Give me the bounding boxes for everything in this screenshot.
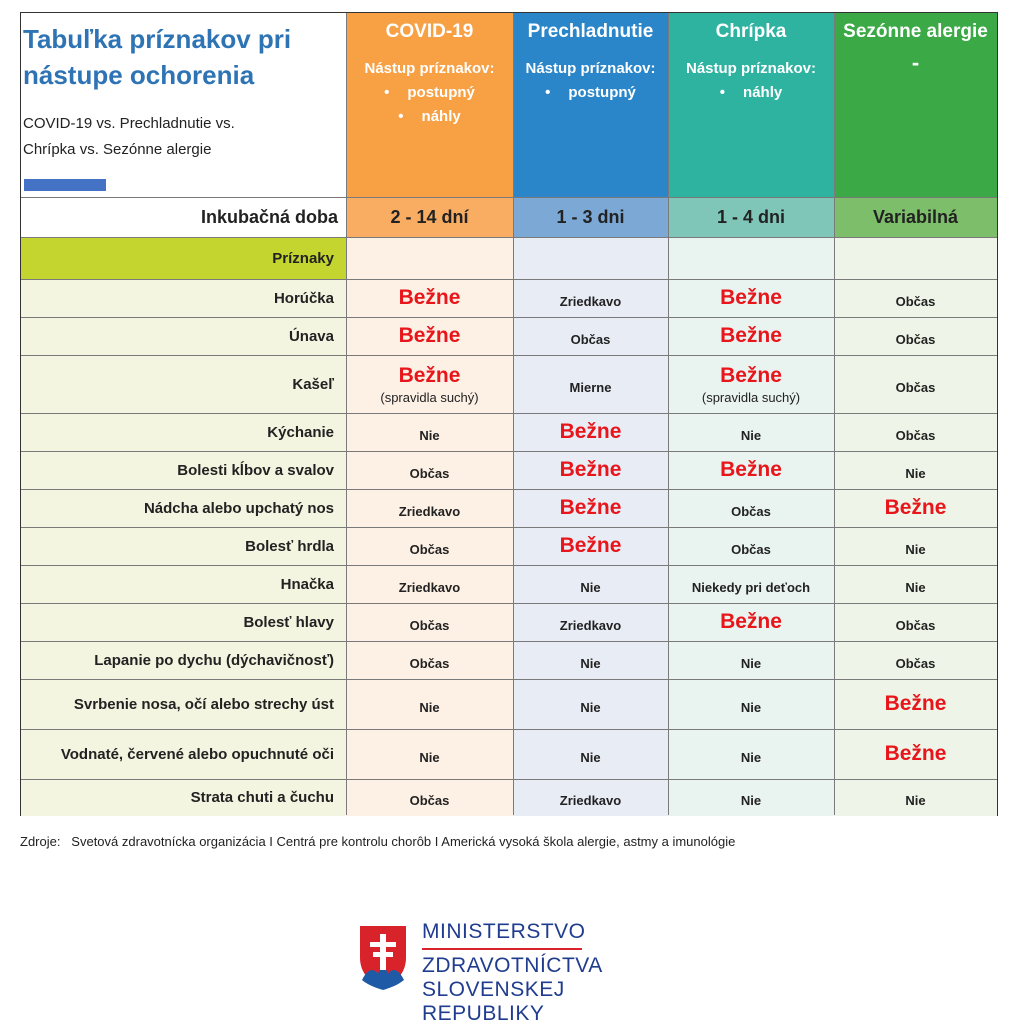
table-title <box>23 21 346 93</box>
value-text: Zriedkavo <box>559 617 622 633</box>
symptom-value <box>834 779 997 816</box>
symptom-value <box>513 527 668 565</box>
symptom-value <box>513 679 668 729</box>
symptom-label: Lapanie po dychu (dýchavičnosť) <box>21 641 346 679</box>
onset-item <box>545 81 636 105</box>
ministry-line2: ZDRAVOTNÍCTVA <box>422 954 603 977</box>
value-text: Nie <box>419 427 440 443</box>
value-text: Zriedkavo <box>398 579 461 595</box>
value-text: Nie <box>740 427 762 443</box>
grid-line <box>346 13 347 815</box>
value-text: Nie <box>580 749 601 765</box>
column-header <box>513 13 668 197</box>
sources-note: Zdroje: Svetová zdravotnícka organizácia I Centrá pre kontrolu chorôb I Americká vysoká škola alergie, astmy a imunológie <box>20 834 736 849</box>
value-note: (spravidla suchý) <box>380 389 479 405</box>
title-accent-bar <box>24 179 106 191</box>
value-text: Bežne <box>398 324 461 347</box>
value-text: Občas <box>409 465 450 481</box>
symptom-label: Svrbenie nosa, očí alebo strechy úst <box>21 679 346 729</box>
value-text: Bežne <box>720 324 782 347</box>
value-text: Občas <box>895 293 936 309</box>
body-cell-empty <box>834 237 997 279</box>
grid-line <box>21 355 997 356</box>
symptom-value <box>834 279 997 317</box>
symptom-value <box>346 279 513 317</box>
symptom-value <box>346 527 513 565</box>
symptom-value <box>834 451 997 489</box>
grid-line <box>346 279 997 280</box>
value-text: Bežne <box>720 363 782 387</box>
ministry-underline <box>422 948 582 950</box>
symptom-value <box>834 565 997 603</box>
symptom-value <box>513 279 668 317</box>
value-text: Bežne <box>559 458 622 481</box>
symptom-value <box>346 413 513 451</box>
column-title: COVID-19 <box>385 21 474 42</box>
symptom-table <box>20 12 998 816</box>
symptom-value <box>834 527 997 565</box>
value-text: Niekedy pri deťoch <box>691 579 811 595</box>
column-header <box>668 13 834 197</box>
incubation-value: 1 - 4 dni <box>668 197 834 237</box>
value-text: Bežne <box>884 692 947 715</box>
symptom-value <box>668 527 834 565</box>
value-text: Občas <box>409 541 450 557</box>
value-text: Bežne <box>559 420 622 443</box>
value-text: Bežne <box>884 496 947 519</box>
value-text: Mierne <box>569 379 612 395</box>
onset-label: Nástup príznakov: <box>685 60 817 77</box>
onset-value: náhly <box>743 84 783 101</box>
symptom-value <box>834 413 997 451</box>
symptom-value <box>513 603 668 641</box>
grid-line <box>21 489 997 490</box>
symptom-value <box>668 729 834 779</box>
grid-line <box>513 13 514 815</box>
value-text: Bežne <box>398 286 461 309</box>
grid-line <box>21 565 997 566</box>
symptom-value <box>668 641 834 679</box>
symptom-value <box>834 317 997 355</box>
symptom-value <box>834 641 997 679</box>
ministry-line3: SLOVENSKEJ REPUBLIKY <box>422 978 565 1025</box>
onset-value: postupný <box>568 84 636 101</box>
symptom-value <box>668 413 834 451</box>
ministry-logo <box>356 920 686 1025</box>
table-title-line1: Tabuľka príznakov pri <box>23 24 292 54</box>
onset-value: postupný <box>407 84 475 101</box>
grid-line <box>834 13 835 815</box>
value-text: Nie <box>580 699 601 715</box>
onset-item <box>384 81 475 105</box>
table-subtitle-line1: COVID-19 vs. Prechladnutie vs. <box>23 115 235 132</box>
symptom-value <box>346 603 513 641</box>
value-text: Bežne <box>720 286 782 309</box>
symptom-value <box>513 641 668 679</box>
symptom-value <box>346 451 513 489</box>
grid-line <box>21 413 997 414</box>
column-title: Sezónne alergie <box>843 21 988 42</box>
body-cell-empty <box>513 237 668 279</box>
value-text: Nie <box>419 749 440 765</box>
symptom-label: Bolesť hlavy <box>21 603 346 641</box>
symptoms-header: Príznaky <box>21 237 346 279</box>
symptom-value <box>513 451 668 489</box>
symptom-value <box>668 565 834 603</box>
symptom-value <box>346 679 513 729</box>
symptom-value <box>668 451 834 489</box>
symptom-value <box>668 779 834 816</box>
value-text: Občas <box>731 541 771 557</box>
grid-line <box>21 197 997 198</box>
symptom-value <box>513 779 668 816</box>
symptom-value <box>668 355 834 413</box>
value-text: Nie <box>419 699 440 715</box>
value-text: Zriedkavo <box>559 293 622 309</box>
symptom-value <box>668 679 834 729</box>
symptom-value <box>513 355 668 413</box>
symptom-label: Strata chuti a čuchu <box>21 779 346 816</box>
value-text: Občas <box>895 655 936 671</box>
value-text: Nie <box>740 655 762 671</box>
ministry-line1: MINISTERSTVO <box>422 920 586 943</box>
incubation-value: 2 - 14 dní <box>346 197 513 237</box>
column-title: Chrípka <box>715 21 787 42</box>
incubation-value: Variabilná <box>834 197 997 237</box>
symptom-label: Kýchanie <box>21 413 346 451</box>
symptom-value <box>834 679 997 729</box>
grid-line <box>21 317 997 318</box>
symptom-value <box>513 729 668 779</box>
grid-line <box>21 679 997 680</box>
symptom-value <box>513 317 668 355</box>
symptom-value <box>513 489 668 527</box>
value-text: Občas <box>409 793 450 808</box>
bullet-icon: • <box>719 84 726 101</box>
table-subtitle <box>23 111 346 163</box>
value-text: Občas <box>895 379 936 395</box>
body-cell-empty <box>346 237 513 279</box>
column-header <box>834 13 997 197</box>
symptom-label: Bolesti kĺbov a svalov <box>21 451 346 489</box>
grid-line <box>21 451 997 452</box>
symptom-value <box>668 317 834 355</box>
value-text: Občas <box>895 617 936 633</box>
symptom-value <box>834 603 997 641</box>
grid-line <box>21 779 997 780</box>
symptom-value <box>668 279 834 317</box>
onset-label: Nástup príznakov: <box>364 60 495 77</box>
symptom-label: Hnačka <box>21 565 346 603</box>
value-text: Občas <box>895 427 936 443</box>
onset-item <box>720 81 782 105</box>
value-text: Bežne <box>720 458 782 481</box>
bullet-icon: • <box>398 108 404 125</box>
value-text: Občas <box>895 331 936 347</box>
column-title: Prechladnutie <box>527 21 654 42</box>
grid-line <box>21 279 346 280</box>
symptom-value <box>346 779 513 816</box>
symptom-label: Bolesť hrdla <box>21 527 346 565</box>
symptom-value <box>834 729 997 779</box>
column-header <box>346 13 513 197</box>
value-text: Nie <box>580 579 601 595</box>
bullet-icon: • <box>384 84 390 101</box>
onset-label: Nástup príznakov: <box>525 60 656 77</box>
value-text: Nie <box>580 655 601 671</box>
symptom-value <box>346 355 513 413</box>
title-block <box>21 13 346 197</box>
symptom-value <box>346 565 513 603</box>
value-text: Bežne <box>559 534 622 557</box>
table-subtitle-line2: Chrípka vs. Sezónne alergie <box>23 141 212 158</box>
symptom-value <box>668 489 834 527</box>
value-text: Zriedkavo <box>398 503 461 519</box>
grid-line <box>21 729 997 730</box>
onset-item <box>912 51 919 75</box>
value-text: Nie <box>905 465 926 481</box>
value-text: Občas <box>570 331 611 347</box>
value-text: Nie <box>740 749 762 765</box>
value-text: Občas <box>409 617 450 633</box>
slovak-coat-of-arms-icon <box>358 924 408 990</box>
grid-line <box>21 527 997 528</box>
symptom-value <box>346 317 513 355</box>
grid-line <box>21 603 997 604</box>
value-text: Bežne <box>559 496 622 519</box>
symptom-value <box>346 641 513 679</box>
grid-line <box>21 237 997 238</box>
value-text: Nie <box>740 793 762 808</box>
grid-line <box>21 641 997 642</box>
grid-line <box>668 13 669 815</box>
symptom-value <box>834 489 997 527</box>
onset-value: - <box>911 50 920 75</box>
incubation-value: 1 - 3 dni <box>513 197 668 237</box>
bullet-icon: • <box>545 84 551 101</box>
value-text: Nie <box>740 699 762 715</box>
value-text: Bežne <box>720 610 782 633</box>
symptom-value <box>668 603 834 641</box>
value-text: Bežne <box>884 742 947 765</box>
symptom-value <box>346 489 513 527</box>
symptom-label: Kašeľ <box>21 355 346 413</box>
incubation-label: Inkubačná doba <box>21 197 346 237</box>
value-text: Občas <box>731 503 771 519</box>
onset-value: náhly <box>421 108 461 125</box>
value-text: Nie <box>905 541 926 557</box>
symptom-value <box>834 355 997 413</box>
symptom-value <box>513 413 668 451</box>
body-cell-empty <box>668 237 834 279</box>
symptom-value <box>346 729 513 779</box>
onset-item <box>398 105 460 129</box>
symptom-label: Nádcha alebo upchatý nos <box>21 489 346 527</box>
value-text: Občas <box>409 655 450 671</box>
value-note: (spravidla suchý) <box>701 389 801 405</box>
symptom-label: Horúčka <box>21 279 346 317</box>
value-text: Nie <box>905 579 926 595</box>
symptom-value <box>513 565 668 603</box>
value-text: Zriedkavo <box>559 793 622 808</box>
symptom-label: Únava <box>21 317 346 355</box>
table-title-line2: nástupe ochorenia <box>23 60 255 90</box>
value-text: Bežne <box>398 363 461 387</box>
symptom-label: Vodnaté, červené alebo opuchnuté oči <box>21 729 346 779</box>
value-text: Nie <box>905 793 926 808</box>
